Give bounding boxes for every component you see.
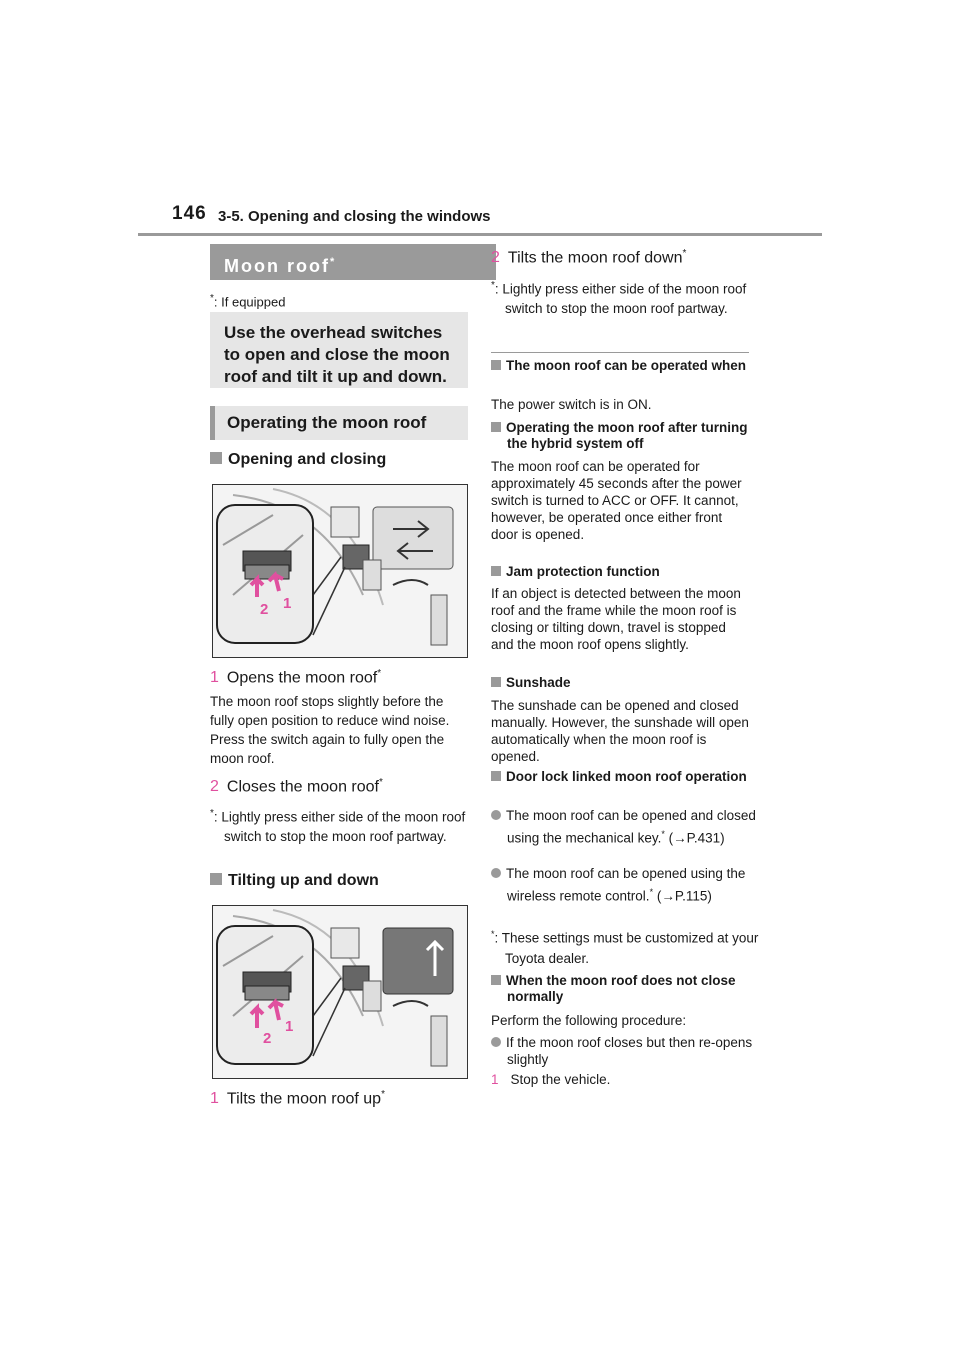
final-step-number: 1 bbox=[491, 1072, 499, 1087]
after-off-body: The moon roof can be operated for approximately 45 seconds after the power switch is turned to ACC or OFF. It cannot, however, be operated once either front door is opened. bbox=[491, 459, 742, 542]
step-2-text: Closes the moon roof bbox=[226, 778, 379, 796]
page-number: 146 bbox=[172, 203, 207, 224]
jam-body: If an object is detected between the moon roof and the frame while the moon roof is closing or tilting down, travel is stopped and the moon roof opens slightly. bbox=[491, 586, 741, 652]
bullet-dot-icon bbox=[491, 1037, 501, 1047]
final-step-text: Stop the vehicle. bbox=[510, 1072, 611, 1087]
step-2: 2 Closes the moon roof* bbox=[210, 777, 383, 796]
if-equipped-text: : If equipped bbox=[213, 294, 286, 310]
tilt-step-1-number: 1 bbox=[210, 1090, 219, 1108]
jam-heading-text: Jam protection function bbox=[506, 564, 660, 579]
heading-square-icon bbox=[491, 566, 501, 576]
sunshade-body: The sunshade can be opened and closed manually. However, the sunshade will open automatically when the moon roof is opened. bbox=[491, 698, 749, 764]
step-1-description: The moon roof stops slightly before the fully open position to reduce wind noise. Press the switch again to fully open the moon roof. bbox=[210, 694, 450, 766]
sunshade-heading bbox=[491, 675, 749, 691]
bullet-wireless-remote: The moon roof can be opened using the wireless remote control.* (→P.115) bbox=[491, 865, 765, 906]
moon-roof-title: Moon roof bbox=[224, 256, 330, 276]
section-title: 3-5. Opening and closing the windows bbox=[218, 208, 491, 225]
door-lock-heading bbox=[491, 769, 765, 785]
step-2-note: *: Lightly press either side of the moon roof switch to stop the moon roof partway. bbox=[210, 808, 466, 844]
step-2-note-text: : Lightly press either side of the moon roof switch to stop the moon roof partway. bbox=[213, 809, 466, 844]
tilting-heading-text: Tilting up and down bbox=[228, 872, 379, 889]
bullet-wireless-remote-ref: (→P.115) bbox=[656, 888, 712, 904]
bullet-dot-icon bbox=[491, 810, 501, 820]
figure-label-1: 1 bbox=[283, 595, 292, 612]
not-close-heading-text: When the moon roof does not close normally bbox=[506, 973, 736, 1004]
jam-heading bbox=[491, 564, 749, 580]
sunshade-heading-text: Sunshade bbox=[506, 675, 571, 690]
operating-subhead: Operating the moon roof bbox=[210, 406, 468, 440]
figure-label-1: 1 bbox=[285, 1018, 294, 1035]
can-operate-body: The power switch is in ON. bbox=[491, 397, 652, 412]
tilt-step-2-note: *: Lightly press either side of the moon roof switch to stop the moon roof partway. bbox=[491, 280, 747, 316]
moon-roof-title-box bbox=[210, 244, 496, 280]
can-operate-heading-text: The moon roof can be operated when bbox=[506, 358, 747, 373]
heading-square-icon bbox=[210, 452, 222, 464]
section-divider bbox=[491, 352, 749, 353]
can-operate-heading bbox=[491, 358, 765, 374]
overhead-switch-open-close-image bbox=[213, 485, 467, 657]
heading-square-icon bbox=[491, 975, 501, 985]
figure-label-2: 2 bbox=[263, 1030, 272, 1047]
tilt-step-2-note-text: : Lightly press either side of the moon roof switch to stop the moon roof partway. bbox=[494, 281, 747, 316]
step-1-text: Opens the moon roof bbox=[226, 669, 378, 687]
heading-square-icon bbox=[491, 677, 501, 687]
tilting-heading bbox=[210, 872, 468, 890]
if-equipped-note: *: If equipped bbox=[210, 293, 286, 310]
figure-label-2: 2 bbox=[260, 601, 269, 618]
tilt-step-1: 1 Tilts the moon roof up* bbox=[210, 1089, 385, 1108]
door-lock-heading-text: Door lock linked moon roof operation bbox=[506, 769, 747, 784]
bullet-dot-icon bbox=[491, 868, 501, 878]
tilt-step-2-text: Tilts the moon roof down bbox=[507, 249, 683, 267]
opening-closing-illustration bbox=[212, 484, 468, 658]
step-1: 1 Opens the moon roof* bbox=[210, 668, 382, 687]
heading-square-icon bbox=[210, 873, 222, 885]
header-rule bbox=[138, 233, 822, 236]
tilting-illustration bbox=[212, 905, 468, 1079]
heading-square-icon bbox=[491, 422, 501, 432]
heading-square-icon bbox=[491, 771, 501, 781]
opening-closing-heading-text: Opening and closing bbox=[228, 451, 387, 468]
opening-closing-heading bbox=[210, 451, 468, 469]
not-close-heading bbox=[491, 973, 765, 1005]
bullet-mechanical-key: The moon roof can be opened and closed using the mechanical key.* (→P.431) bbox=[491, 807, 765, 848]
moon-roof-title-mark: * bbox=[329, 256, 335, 268]
overhead-switch-tilt-image bbox=[213, 906, 467, 1078]
tilt-step-2: 2 Tilts the moon roof down* bbox=[491, 248, 687, 267]
step-1-number: 1 bbox=[210, 669, 219, 687]
step-2-number: 2 bbox=[210, 778, 219, 796]
settings-note: *: These settings must be customized at your Toyota dealer. bbox=[491, 929, 759, 966]
not-close-body: Perform the following procedure: bbox=[491, 1013, 687, 1028]
after-off-heading-text: Operating the moon roof after turning the hybrid system off bbox=[506, 420, 748, 451]
intro-box: Use the overhead switches to open and close the moon roof and tilt it up and down. bbox=[210, 312, 468, 388]
tilt-step-1-text: Tilts the moon roof up bbox=[226, 1090, 382, 1108]
settings-note-text: : These settings must be customized at your Toyota dealer. bbox=[494, 930, 759, 966]
bullet-mechanical-key-text: The moon roof can be opened and closed using the mechanical key. bbox=[506, 808, 756, 846]
bullet-mechanical-key-ref: (→P.431) bbox=[664, 830, 725, 846]
final-step bbox=[491, 1071, 749, 1088]
heading-square-icon bbox=[491, 360, 501, 370]
bullet-wireless-remote-text: The moon roof can be opened using the wireless remote control. bbox=[506, 866, 746, 904]
tilt-step-2-number: 2 bbox=[491, 249, 500, 267]
after-off-heading bbox=[491, 420, 765, 452]
bullet-reopens-text: If the moon roof closes but then re-opens slightly bbox=[506, 1035, 753, 1067]
bullet-reopens bbox=[491, 1034, 765, 1068]
